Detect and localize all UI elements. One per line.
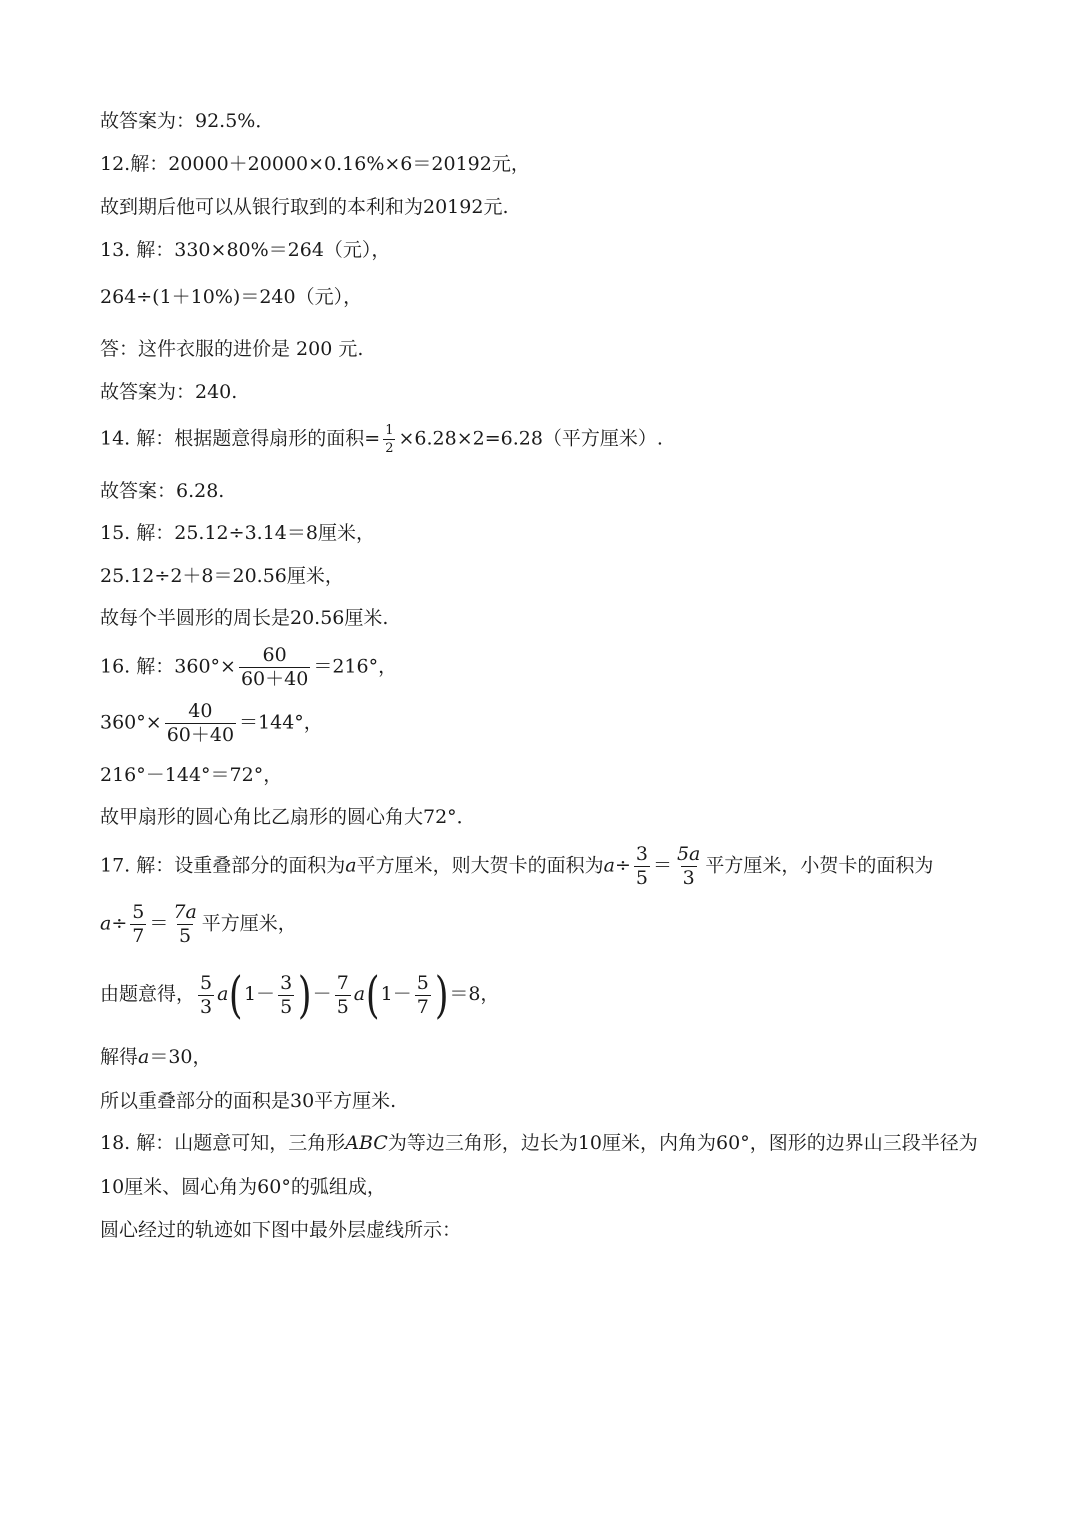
q17-small-card (100, 903, 297, 946)
q13-step1: 13. 解：330×80%＝264（元）， (100, 239, 391, 261)
q16-result-2: ＝144°， (239, 711, 323, 734)
q17-fraction-2-den: 3 (682, 867, 695, 889)
q17-result: ＝8， (449, 983, 500, 1005)
q17-conclusion: 所以重叠部分的面积是30平方厘米. (100, 1090, 397, 1112)
q17-var: a (100, 912, 112, 935)
q17-fraction-4 (171, 903, 198, 946)
q16-fraction-2 (165, 702, 236, 745)
q15-conclusion: 故每个半圆形的周长是20.56厘米. (100, 607, 389, 629)
q16-conclusion: 故甲扇形的圆心角比乙扇形的圆心角大72°． (100, 806, 476, 828)
q14-fraction (383, 424, 395, 455)
q16-fraction-2-den: 60＋40 (166, 724, 235, 746)
q13-step2: 264÷(1＋10%)＝240（元）， (100, 286, 363, 308)
q17-text-c: 平方厘米，小贺卡的面积为 (705, 854, 934, 877)
q17-fraction-1-num: 3 (635, 843, 648, 865)
q17-fraction-5 (198, 971, 214, 1018)
q14-fraction-den: 2 (385, 441, 394, 456)
q15-step1: 15. 解：25.12÷3.14＝8厘米， (100, 522, 375, 544)
right-paren: ) (434, 966, 449, 1024)
q16-angle-1: 360°× (174, 655, 236, 678)
q17-fraction-7 (335, 971, 351, 1018)
q16-result-1: ＝216°， (313, 655, 398, 678)
q17-var: a (603, 854, 615, 877)
q12-conclusion: 故到期后他可以从银行取到的本利和为20192元. (100, 196, 509, 218)
q17-fraction-3-num: 5 (132, 901, 145, 923)
q17-fraction-7-num: 7 (336, 971, 349, 994)
q18-line2: 10厘米、圆心角为60°的弧组成， (100, 1176, 386, 1198)
q18-text-a: 18. 解：山题意可知，三角形 (100, 1132, 346, 1154)
q13-answer: 答：这件衣服的进价是 200 元. (100, 338, 364, 360)
q17-fraction-8-num: 5 (416, 971, 429, 994)
q16-label: 16. 解： (100, 655, 175, 678)
q12-solution: 12.解：20000＋20000×0.16%×6＝20192元， (100, 153, 530, 175)
left-paren: ( (229, 966, 244, 1024)
left-paren: ( (366, 966, 380, 1024)
q17-fraction-7-den: 5 (336, 995, 349, 1018)
q17-var: a (345, 854, 357, 877)
q17-one: 1 (380, 983, 393, 1005)
q17-text-d: 平方厘米， (201, 912, 297, 935)
q16-angle-2: 360°× (100, 711, 162, 734)
q15-step2: 25.12÷2＋8＝20.56厘米， (100, 565, 344, 587)
q17-fraction-5-den: 3 (200, 995, 213, 1018)
q16-fraction-2-num: 40 (188, 700, 213, 722)
q14-suffix: ×6.28×2=6.28（平方厘米）. (398, 427, 663, 450)
q14-fraction-num: 1 (385, 423, 394, 438)
q17-var: a (353, 983, 366, 1005)
triangle-label: ABC (345, 1132, 388, 1154)
answer-line-11: 故答案为：92.5%． (100, 110, 275, 132)
q17-solve-label: 解得 (100, 1046, 139, 1068)
q17-fraction-2-num: 5a (676, 843, 701, 865)
q17-fraction-6 (278, 971, 294, 1018)
q17-fraction-3-den: 7 (132, 925, 145, 947)
q16-step2 (100, 702, 323, 745)
q16-fraction-1-den: 60＋40 (240, 668, 309, 690)
q17-setup (100, 845, 933, 888)
q17-given: 由题意得， (100, 983, 196, 1005)
q17-div: ÷ (111, 912, 128, 935)
q16-step3: 216°－144°＝72°， (100, 764, 283, 786)
q17-fraction-3 (130, 903, 146, 946)
q17-fraction-6-den: 5 (280, 995, 293, 1018)
q16-step1 (100, 646, 397, 689)
q17-fraction-6-num: 3 (280, 971, 293, 994)
q18-text-b: 为等边三角形，边长为10厘米，内角为60°，图形的边界山三段半径为 (387, 1132, 978, 1154)
q14-final: 故答案：6.28. (100, 480, 225, 502)
q14-solution (100, 424, 663, 455)
q17-var: a (217, 983, 229, 1005)
q17-div: ÷ (614, 854, 631, 877)
q17-var: a (138, 1046, 150, 1068)
q17-equation (100, 966, 500, 1024)
q17-solve-value: ＝30， (149, 1046, 212, 1068)
q18-line3: 圆心经过的轨迹如下图中最外层虚线所示： (100, 1219, 462, 1241)
q17-fraction-1 (634, 845, 650, 888)
q17-minus: － (256, 983, 276, 1005)
q17-fraction-2 (675, 845, 702, 888)
q16-fraction-1 (239, 646, 310, 689)
q17-fraction-4-den: 5 (179, 925, 192, 947)
q17-fraction-5-num: 5 (200, 971, 213, 994)
q17-fraction-1-den: 5 (635, 867, 648, 889)
q17-fraction-8-den: 7 (416, 995, 429, 1018)
q17-one: 1 (243, 983, 257, 1005)
q17-eq: ＝ (652, 854, 672, 877)
q17-text-b: 平方厘米，则大贺卡的面积为 (356, 854, 604, 877)
q18-line1 (100, 1134, 978, 1153)
q17-fraction-4-num: 7a (173, 901, 197, 923)
q17-minus: － (392, 983, 412, 1005)
q14-prefix: 14. 解：根据题意得扇形的面积= (100, 427, 381, 450)
q17-fraction-8 (415, 971, 431, 1018)
q17-minus: － (312, 983, 332, 1005)
q17-eq: ＝ (149, 912, 169, 935)
q13-final: 故答案为：240. (100, 381, 238, 403)
q17-text-a: 17. 解：设重叠部分的面积为 (100, 854, 346, 877)
right-paren: ) (298, 966, 312, 1024)
q16-fraction-1-num: 60 (262, 644, 287, 666)
q17-solve (100, 1048, 212, 1067)
